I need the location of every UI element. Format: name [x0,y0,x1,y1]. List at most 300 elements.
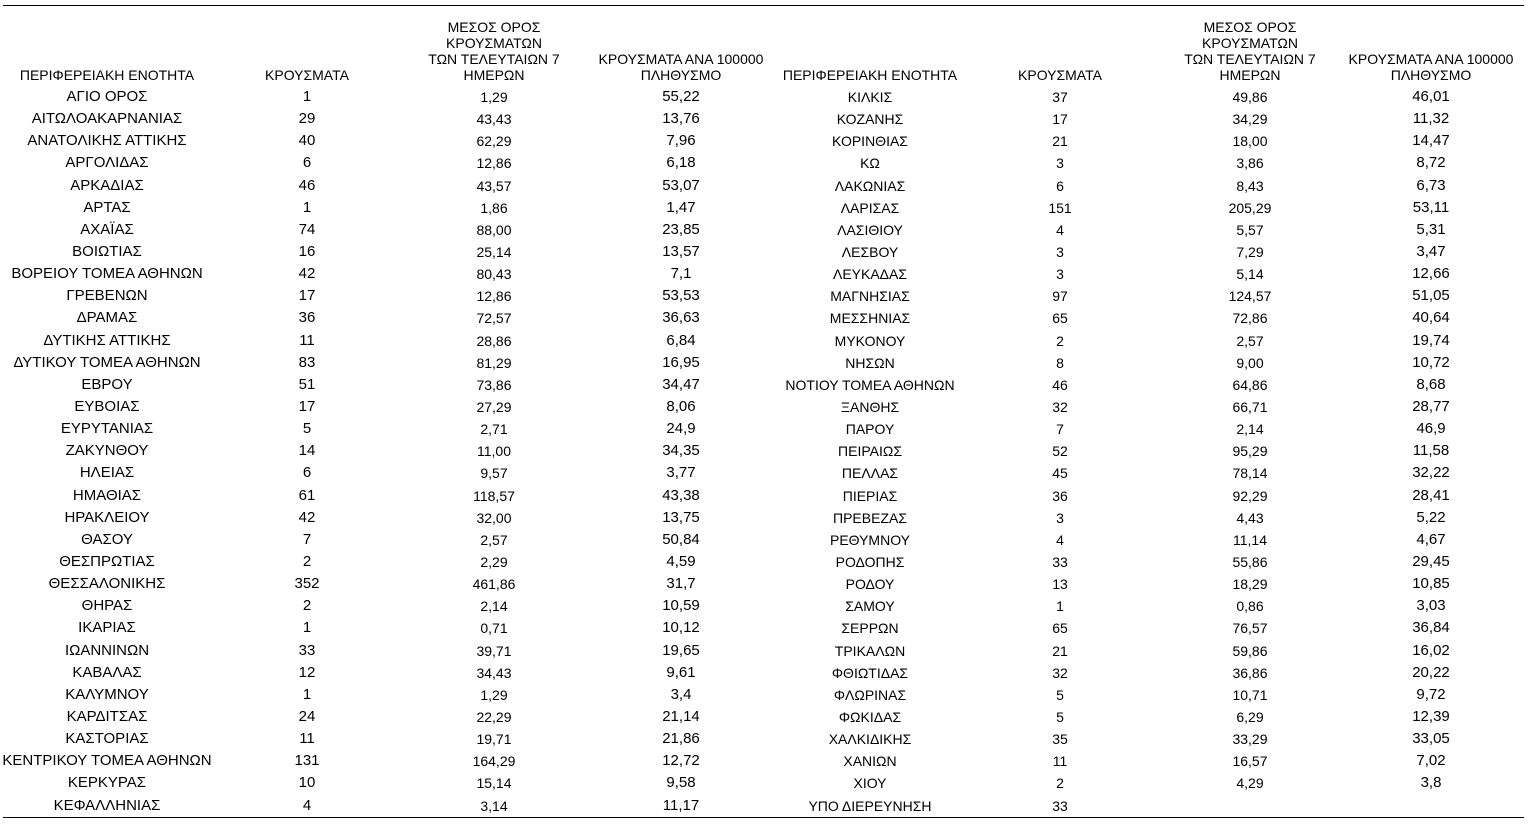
region-cell: ΔΡΑΜΑΣ [76,309,138,327]
cases-cell: 51 [298,375,316,393]
per100k-cell: 34,35 [662,442,700,460]
region-cell: ΚΑΛΥΜΝΟΥ [65,685,149,703]
per100k-cell: 3,8 [1420,774,1442,792]
per100k-cell: 11,32 [1412,110,1450,128]
region-cell: ΚΑΡΔΙΤΣΑΣ [66,707,148,725]
table-row [0,595,775,617]
avg7-cell: 81,29 [476,354,512,371]
table-row [0,219,775,241]
header-region: ΠΕΡΙΦΕΡΕΙΑΚΗ ΕΝΟΤΗΤΑ [782,67,958,83]
region-cell: ΔΥΤΙΚΗΣ ΑΤΤΙΚΗΣ [43,331,171,349]
region-cell: ΡΟΔΟΠΗΣ [835,553,905,570]
cases-cell: 1 [302,88,312,105]
cases-cell: 45 [1052,465,1068,482]
region-cell: ΘΕΣΣΑΛΟΝΙΚΗΣ [48,575,166,593]
per100k-cell: 21,86 [662,730,700,748]
region-cell: ΥΠΟ ΔΙΕΡΕΥΝΗΣΗ [808,797,932,814]
avg7-cell: 4,29 [1236,775,1264,792]
region-cell: ΦΩΚΙΔΑΣ [838,708,902,725]
cases-cell: 33 [1052,553,1068,570]
cases-cell: 33 [1052,797,1068,814]
per100k-cell: 16,02 [1412,641,1450,659]
cases-cell: 352 [294,575,320,593]
table-row [0,795,775,817]
cases-cell: 74 [298,220,316,238]
per100k-cell [1335,795,1527,817]
header-avg7: ΜΕΣΟΣ ΟΡΟΣ ΚΡΟΥΣΜΑΤΩΝ ΤΩΝ ΤΕΛΕΥΤΑΙΩΝ 7 ΗΜΕΡΩΝ [428,19,560,83]
cases-cell: 2 [1056,775,1064,792]
table-row [775,263,1525,285]
cases-cell: 1 [302,685,312,703]
avg7-cell: 92,29 [1232,487,1268,504]
region-cell: ΓΡΕΒΕΝΩΝ [66,287,148,305]
region-cell: ΞΑΝΘΗΣ [840,398,900,415]
avg7-cell: 164,29 [472,753,516,770]
avg7-cell: 12,86 [476,288,512,305]
table-row [775,573,1525,595]
per100k-cell: 3,03 [1416,597,1446,615]
avg7-cell [1155,795,1345,817]
region-cell: ΑΝΑΤΟΛΙΚΗΣ ΑΤΤΙΚΗΣ [27,132,187,150]
per100k-cell: 33,05 [1412,730,1450,748]
cases-cell: 33 [298,641,316,659]
region-cell: ΛΑΚΩΝΙΑΣ [834,177,906,194]
table-row [0,750,775,772]
per100k-cell: 11,17 [662,796,700,814]
per100k-cell: 32,22 [1412,464,1450,482]
region-cell: ΡΟΔΟΥ [845,576,895,593]
avg7-cell: 19,71 [476,731,512,748]
region-cell: ΚΩ [860,155,880,172]
per100k-cell: 3,47 [1416,242,1446,260]
cases-cell: 65 [1052,620,1068,637]
header-region: ΠΕΡΙΦΕΡΕΙΑΚΗ ΕΝΟΤΗΤΑ [19,67,195,83]
region-cell: ΕΥΡΥΤΑΝΙΑΣ [60,420,154,438]
cases-cell: 1 [1056,598,1064,615]
table-row [775,529,1525,551]
region-cell: ΑΓΙΟ ΟΡΟΣ [66,88,148,105]
header-per100k: ΚΡΟΥΣΜΑΤΑ ΑΝΑ 100000 ΠΛΗΘΥΣΜΟ [1348,51,1514,83]
table-row [775,241,1525,263]
avg7-cell: 461,86 [472,576,516,593]
per100k-cell: 53,53 [662,287,700,305]
top-border-line [3,5,1524,6]
region-cell: ΧΑΛΚΙΔΙΚΗΣ [828,731,912,748]
avg7-cell: 34,43 [476,664,512,681]
region-cell: ΗΜΑΘΙΑΣ [72,486,142,504]
table-row [0,263,775,285]
cases-cell: 46 [1052,376,1068,393]
table-row [0,285,775,307]
avg7-cell: 27,29 [476,398,512,415]
cases-cell: 5 [1056,708,1064,725]
avg7-cell: 15,14 [476,775,512,792]
region-cell: ΣΑΜΟΥ [845,598,895,615]
region-cell: ΚΙΛΚΙΣ [847,89,893,105]
table-row [775,706,1525,728]
cases-cell: 11 [299,331,315,349]
table-row [775,684,1525,706]
per100k-cell: 9,72 [1416,685,1446,703]
region-cell: ΚΟΡΙΝΘΙΑΣ [832,133,908,150]
region-cell: ΑΡΓΟΛΙΔΑΣ [65,154,149,172]
per100k-cell: 12,39 [1412,707,1450,725]
region-cell: ΖΑΚΥΝΘΟΥ [65,442,149,460]
cases-cell: 12 [298,663,316,681]
avg7-cell: 34,29 [1232,111,1268,128]
avg7-cell: 1,29 [480,686,508,703]
table-row [775,462,1525,484]
avg7-cell: 78,14 [1232,465,1268,482]
per100k-cell: 50,84 [662,530,700,548]
region-cell: ΚΟΖΑΝΗΣ [836,111,904,128]
cases-cell: 5 [302,420,312,438]
avg7-cell: 6,29 [1236,708,1264,725]
region-cell: ΡΕΘΥΜΝΟΥ [829,531,910,548]
table-row [0,485,775,507]
per100k-cell: 9,58 [666,774,696,792]
avg7-cell: 8,43 [1236,177,1264,194]
table-row [0,108,775,130]
avg7-cell: 124,57 [1228,288,1272,305]
avg7-cell: 76,57 [1232,620,1268,637]
region-cell: ΧΑΝΙΩΝ [843,753,897,770]
avg7-cell: 7,29 [1236,243,1264,260]
region-cell: ΤΡΙΚΑΛΩΝ [834,642,906,659]
avg7-cell: 55,86 [1232,553,1268,570]
right-rows [775,86,1525,817]
per100k-cell: 6,18 [666,154,696,172]
table-row [0,640,775,662]
cases-cell: 35 [1052,731,1068,748]
table-row [0,573,775,595]
avg7-cell: 11,14 [1233,531,1267,548]
per100k-cell: 36,84 [1412,619,1450,637]
region-cell: ΝΟΤΙΟΥ ΤΟΜΕΑ ΑΘΗΝΩΝ [785,376,955,393]
per100k-cell: 28,41 [1412,486,1450,504]
region-cell: ΠΑΡΟΥ [845,421,895,438]
cases-cell: 29 [298,110,316,128]
per100k-cell: 8,06 [666,397,696,415]
cases-cell: 10 [298,774,316,792]
per100k-cell: 19,65 [662,641,700,659]
table-row [0,330,775,352]
cases-cell: 21 [1052,133,1068,150]
cases-cell: 2 [302,597,312,615]
table-row [0,352,775,374]
per100k-cell: 31,7 [666,575,696,593]
table-row [0,440,775,462]
per100k-cell: 7,02 [1416,752,1446,770]
avg7-cell: 49,86 [1232,89,1268,105]
header-cases: ΚΡΟΥΣΜΑΤΑ [1018,67,1102,83]
per100k-cell: 21,14 [662,707,700,725]
table-row [775,728,1525,750]
region-cell: ΚΑΒΑΛΑΣ [72,663,142,681]
region-cell: ΘΑΣΟΥ [81,530,133,548]
cases-cell: 5 [1056,686,1064,703]
per100k-cell: 4,67 [1416,530,1446,548]
cases-cell: 32 [1052,398,1068,415]
cases-cell: 65 [1052,310,1068,327]
avg7-cell: 1,86 [480,199,508,216]
region-cell: ΛΑΡΙΣΑΣ [840,199,900,216]
cases-cell: 17 [298,287,316,305]
table-row [775,285,1525,307]
avg7-cell: 1,29 [480,89,508,105]
cases-cell: 46 [298,176,316,194]
per100k-cell: 10,12 [662,619,700,637]
per100k-cell: 40,64 [1412,309,1450,327]
region-cell: ΜΑΓΝΗΣΙΑΣ [830,288,910,305]
region-cell: ΚΑΣΤΟΡΙΑΣ [65,730,149,748]
cases-cell: 7 [302,530,312,548]
per100k-cell: 1,47 [666,198,696,216]
per100k-cell: 8,68 [1416,375,1446,393]
table-row [775,795,1525,817]
region-cell: ΛΕΣΒΟΥ [841,243,899,260]
avg7-cell: 22,29 [476,708,512,725]
cases-cell: 83 [298,353,316,371]
cases-cell: 1 [302,619,312,637]
avg7-cell: 39,71 [476,642,512,659]
region-cell: ΠΡΕΒΕΖΑΣ [832,509,907,526]
avg7-cell: 72,57 [476,310,512,327]
per100k-cell: 55,22 [662,88,700,105]
region-cell: ΑΙΤΩΛΟΑΚΑΡΝΑΝΙΑΣ [31,110,183,128]
region-cell: ΑΡΚΑΔΙΑΣ [70,176,144,194]
avg7-cell: 88,00 [476,221,512,238]
cases-cell: 3 [1056,155,1064,172]
per100k-cell: 7,96 [666,132,696,150]
table-row [0,307,775,329]
region-cell: ΗΛΕΙΑΣ [79,464,135,482]
cases-cell: 42 [298,265,316,283]
cases-cell: 52 [1052,443,1068,460]
table-row [775,374,1525,396]
cases-cell: 36 [298,309,316,327]
cases-cell: 14 [298,442,316,460]
per100k-cell: 28,77 [1412,397,1450,415]
per100k-cell: 43,38 [662,486,700,504]
cases-cell: 6 [302,464,312,482]
per100k-cell: 11,58 [1412,442,1450,460]
cases-cell: 3 [1056,243,1064,260]
table-row [0,418,775,440]
table-row [775,617,1525,639]
table-row [775,640,1525,662]
avg7-cell: 18,29 [1232,576,1268,593]
cases-cell: 4 [1056,531,1064,548]
avg7-cell: 16,57 [1232,753,1268,770]
table-row [775,330,1525,352]
cases-cell: 17 [1052,111,1068,128]
table-row [775,440,1525,462]
header-cases: ΚΡΟΥΣΜΑΤΑ [265,67,349,83]
region-cell: ΙΩΑΝΝΙΝΩΝ [64,641,150,659]
avg7-cell: 4,43 [1236,509,1264,526]
per100k-cell: 4,59 [666,552,696,570]
per100k-cell: 53,11 [1412,198,1450,216]
avg7-cell: 18,00 [1232,133,1268,150]
table-row [0,175,775,197]
cases-cell: 97 [1052,288,1068,305]
avg7-cell: 2,29 [480,553,508,570]
per100k-cell: 12,66 [1412,265,1450,283]
table-row [775,197,1525,219]
region-cell: ΘΕΣΠΡΩΤΙΑΣ [59,552,155,570]
region-cell: ΦΛΩΡΙΝΑΣ [833,686,907,703]
cases-cell: 3 [1056,509,1064,526]
region-cell: ΑΧΑΪΑΣ [80,220,134,238]
cases-cell: 17 [298,397,316,415]
per100k-cell: 12,72 [662,752,700,770]
table-row [0,728,775,750]
region-cell: ΚΕΝΤΡΙΚΟΥ ΤΟΜΕΑ ΑΘΗΝΩΝ [2,752,212,770]
avg7-cell: 205,29 [1228,199,1272,216]
region-cell: ΕΒΡΟΥ [81,375,133,393]
table-row [0,374,775,396]
region-cell: ΘΗΡΑΣ [81,597,133,615]
region-cell: ΠΕΙΡΑΙΩΣ [838,443,902,460]
table-row [775,507,1525,529]
per100k-cell: 7,1 [670,265,692,283]
avg7-cell: 95,29 [1232,443,1268,460]
avg7-cell: 2,57 [1236,332,1264,349]
per100k-cell: 46,9 [1416,420,1446,438]
avg7-cell: 32,00 [476,509,512,526]
avg7-cell: 33,29 [1232,731,1268,748]
table-row [0,772,775,794]
table-row [0,706,775,728]
per100k-cell: 51,05 [1412,287,1450,305]
table-row [0,462,775,484]
avg7-cell: 43,43 [476,111,512,128]
region-cell: ΝΗΣΩΝ [845,354,895,371]
table-row [775,352,1525,374]
table-row [0,130,775,152]
cases-cell: 32 [1052,664,1068,681]
region-cell: ΜΥΚΟΝΟΥ [834,332,906,349]
avg7-cell: 72,86 [1232,310,1268,327]
region-cell: ΒΟΡΕΙΟΥ ΤΟΜΕΑ ΑΘΗΝΩΝ [11,265,203,283]
per100k-cell: 10,59 [662,597,700,615]
avg7-cell: 3,14 [480,797,508,814]
avg7-cell: 2,57 [480,531,508,548]
avg7-cell: 9,00 [1236,354,1264,371]
region-cell: ΛΕΥΚΑΔΑΣ [832,266,908,283]
per100k-cell: 46,01 [1412,88,1450,105]
cases-cell: 6 [302,154,312,172]
table-row [775,152,1525,174]
cases-cell: 2 [302,552,312,570]
per100k-cell: 14,47 [1412,132,1450,150]
cases-cell: 36 [1052,487,1068,504]
cases-cell: 37 [1052,89,1068,105]
table-row [0,396,775,418]
avg7-cell: 43,57 [476,177,512,194]
cases-cell: 11 [299,730,315,748]
cases-cell: 40 [298,132,316,150]
per100k-cell: 6,84 [666,331,696,349]
table-row [775,108,1525,130]
cases-cell: 4 [1056,221,1064,238]
avg7-cell: 118,57 [473,487,515,504]
region-cell: ΚΕΦΑΛΛΗΝΙΑΣ [53,796,161,814]
avg7-cell: 36,86 [1232,664,1268,681]
region-cell: ΧΙΟΥ [853,775,887,792]
region-cell: ΗΡΑΚΛΕΙΟΥ [64,508,150,526]
per100k-cell: 10,85 [1412,575,1450,593]
table-row [775,595,1525,617]
per100k-cell: 34,47 [662,375,700,393]
table-row [0,551,775,573]
avg7-cell: 66,71 [1232,398,1268,415]
per100k-cell: 16,95 [662,353,700,371]
per100k-cell: 53,07 [662,176,700,194]
per100k-cell: 29,45 [1412,552,1450,570]
per100k-cell: 6,73 [1416,176,1446,194]
per100k-cell: 3,77 [666,464,696,482]
region-cell: ΔΥΤΙΚΟΥ ΤΟΜΕΑ ΑΘΗΝΩΝ [13,353,201,371]
per100k-cell: 13,75 [662,508,700,526]
table-row [0,684,775,706]
table-row [775,418,1525,440]
cases-cell: 11 [1052,753,1068,770]
region-cell: ΑΡΤΑΣ [83,198,131,216]
table-row [0,152,775,174]
per100k-cell: 5,31 [1416,220,1446,238]
avg7-cell: 3,86 [1236,155,1264,172]
cases-cell: 3 [1056,266,1064,283]
per100k-cell: 5,22 [1416,508,1446,526]
cases-cell: 151 [1048,199,1072,216]
avg7-cell: 12,86 [476,155,512,172]
cases-cell: 131 [294,752,320,770]
avg7-cell: 25,14 [476,243,512,260]
avg7-cell: 80,43 [476,266,512,283]
avg7-cell: 5,57 [1236,221,1264,238]
region-cell: ΠΕΛΛΑΣ [841,465,899,482]
region-cell: ΣΕΡΡΩΝ [841,620,899,637]
table-row [775,130,1525,152]
cases-cell: 13 [1052,576,1068,593]
per100k-cell: 3,4 [670,685,692,703]
region-cell: ΕΥΒΟΙΑΣ [74,397,140,415]
cases-cell: 16 [298,242,316,260]
table-row [775,175,1525,197]
avg7-cell: 11,00 [477,443,511,460]
table-row [775,551,1525,573]
per100k-cell: 13,57 [662,242,700,260]
avg7-cell: 5,14 [1236,266,1264,283]
table-row [0,86,775,108]
table-row [775,219,1525,241]
avg7-cell: 64,86 [1232,376,1268,393]
cases-cell: 6 [1056,177,1064,194]
per100k-cell: 10,72 [1412,353,1450,371]
cases-cell: 7 [1056,421,1064,438]
cases-cell: 42 [298,508,316,526]
cases-cell: 8 [1056,354,1064,371]
avg7-cell: 28,86 [476,332,512,349]
region-cell: ΙΚΑΡΙΑΣ [78,619,136,637]
per100k-cell: 8,72 [1416,154,1446,172]
avg7-cell: 2,14 [480,598,508,615]
table-row [775,662,1525,684]
avg7-cell: 0,86 [1236,598,1264,615]
per100k-cell: 36,63 [662,309,700,327]
